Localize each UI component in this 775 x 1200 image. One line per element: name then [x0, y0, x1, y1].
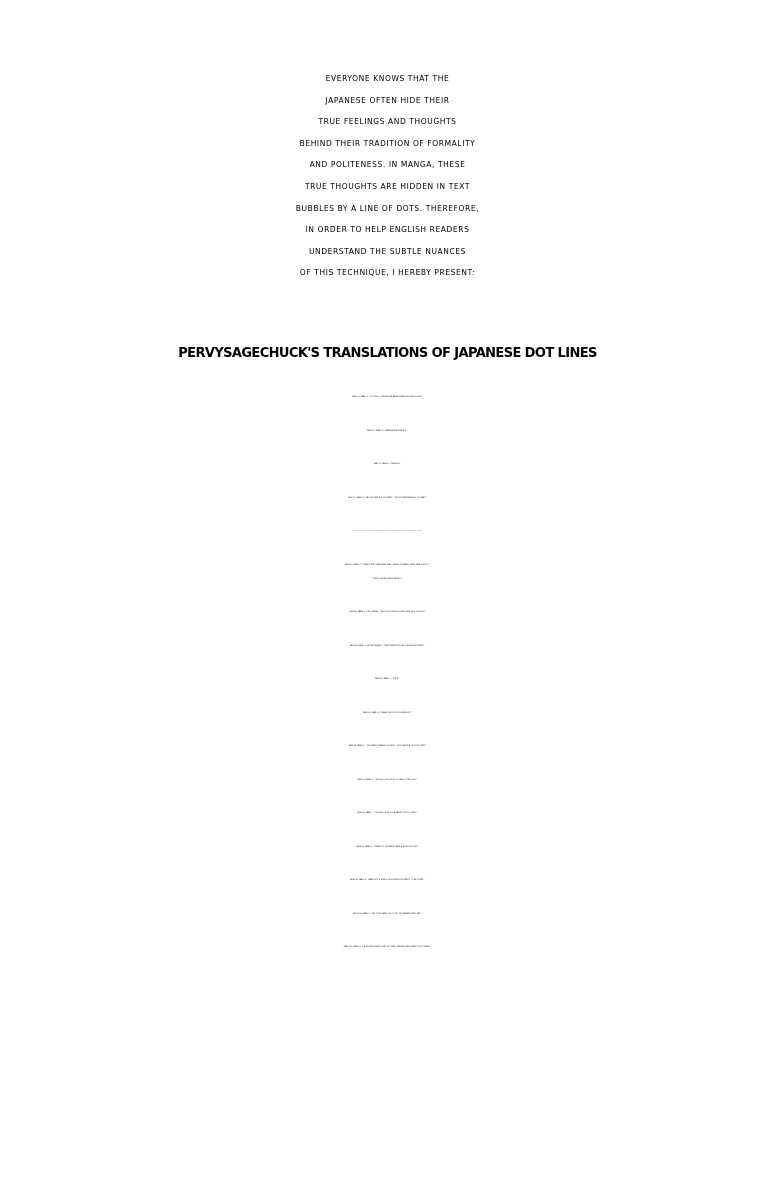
entry-text: PAGE 86, PANEL 3, SECOND BUBBLE: “THESE DUMB SHITS WILL BELIEVE ANYTHING!”	[350, 645, 425, 647]
intro-line: JAPANESE OFTEN HIDE THEIR	[325, 95, 450, 105]
intro-line: IN ORDER TO HELP ENGLISH READERS	[305, 225, 470, 235]
intro-line: EVERYONE KNOWS THAT THE	[325, 74, 450, 83]
translation-entry	[0, 606, 775, 620]
entry-text: PAGE 75, PANEL 5: “ASSHOLE!”	[373, 464, 402, 465]
entry-text: PAGE 75, PANEL 6: “EAT SHIT AND DIE, YOU BRAT!” “KISS MY HEMORRHOIDS, OLD FART!”	[348, 497, 427, 499]
translation-entry	[0, 707, 775, 721]
entry-text: PAGE 89, PANEL 6: “GOD DAMN COWARDS! OH SHIT! I JUST REALIZED I'M ON MY OWN!”	[348, 746, 427, 747]
translation-entry	[0, 640, 775, 654]
entry-text: PAGE 96, PANEL 6: “DAMN! NOT A SINGLE SELF-RESPECTING RAPIST TO BE FOUND!”	[350, 880, 425, 881]
page-title: PERVYSAGECHUCK'S TRANSLATIONS OF JAPANESE DOT LINES	[178, 346, 597, 361]
translation-entry	[0, 391, 775, 405]
intro-line: TRUE THOUGHTS ARE HIDDEN IN TEXT	[304, 181, 471, 191]
entry-text: PAGE 72, PANEL 3: “I'D LOVE TO CARESS HER BREASTS AND KISS HER THIGHS!”	[352, 397, 423, 398]
translation-entry	[0, 874, 775, 888]
entry-text: PAGE 88, PANEL 3: “BITCH!”	[375, 679, 400, 680]
translation-entry	[0, 774, 775, 788]
intro-line: AND POLITENESS. IN MANGA, THESE	[309, 160, 466, 170]
entry-text: PAGE 89, PANEL 4: “WHERE THE FUCK IS EVERYBODY?”	[363, 712, 412, 714]
translation-entry	[0, 740, 775, 754]
translation-entry	[0, 525, 775, 539]
intro-paragraph	[0, 68, 775, 284]
entry-text: PAGE 101, PANEL 2: “I HOPE SHE DOESN'T FIND OUT THAT I TRAINED THAT CHIMP TO FLIP SKIRTS.”	[343, 947, 432, 948]
translation-entry	[0, 559, 775, 587]
translation-list	[0, 391, 775, 975]
translation-entry	[0, 941, 775, 955]
intro-line: TRUE FEELINGS AND THOUGHTS	[318, 117, 457, 127]
translation-entry	[0, 458, 775, 472]
intro-line: OF THIS TECHNIQUE, I HEREBY PRESENT:	[299, 268, 476, 278]
entry-text: PAGE 92, PANEL 2: “SHOULD I JUST RIP ALL OF HER CLOTHES OFF?”	[357, 779, 418, 781]
translation-entry	[0, 492, 775, 506]
entry-text: PAGE 75, PANEL 4: “SMART-ASSED PUNK KID!”	[367, 430, 408, 432]
translation-entry	[0, 841, 775, 855]
intro-line: BUBBLES BY A LINE OF DOTS. THEREFORE,	[295, 203, 480, 213]
translation-entry	[0, 425, 775, 439]
entry-text: PAGE 100, PANEL 6: “GET YOUR HANDS OFF OF ME, YOU DAMNED DIRTY APE!”	[353, 913, 422, 915]
entry-text: PAGE 82, PANEL 1: “THEN IT MUST HAVE BEEN THAT LOWLIFE SCUMBAG, PERVY SAGE CHUCK!!”	[345, 564, 430, 566]
entry-text: PAGE 79, PANEL 2: “IF I EVER GET MY HANDS ON THE FUCKING ARTIST WHO FORGOT TO PUT NIPPLES ON MY TITS…!”	[352, 531, 423, 532]
entry-text: PAGE 94, PANEL 2: “OH GOD! I HOPE IT'S A RAPIST! I'M SO LONELY!”	[357, 813, 418, 814]
intro-line: UNDERSTAND THE SUBTLE NUANCES	[308, 246, 467, 256]
entry-note: *PERVY QUICKLY HIDES PANTIES!*	[372, 578, 403, 580]
entry-text: PAGE 86, PANEL 3, FIRST BUBBLE: “WHO DOES THAT OLD FART THINK HE'S FOOLING?”	[349, 612, 426, 613]
translation-entry	[0, 908, 775, 922]
translation-entry	[0, 807, 775, 821]
intro-line: BEHIND THEIR TRADITION OF FORMALITY	[299, 138, 476, 148]
entry-text: PAGE 94, PANEL 4: “PLEASE LET THE RAPIST HAVE A HUGE SCHLONG!”	[356, 846, 419, 848]
translation-entry	[0, 673, 775, 687]
